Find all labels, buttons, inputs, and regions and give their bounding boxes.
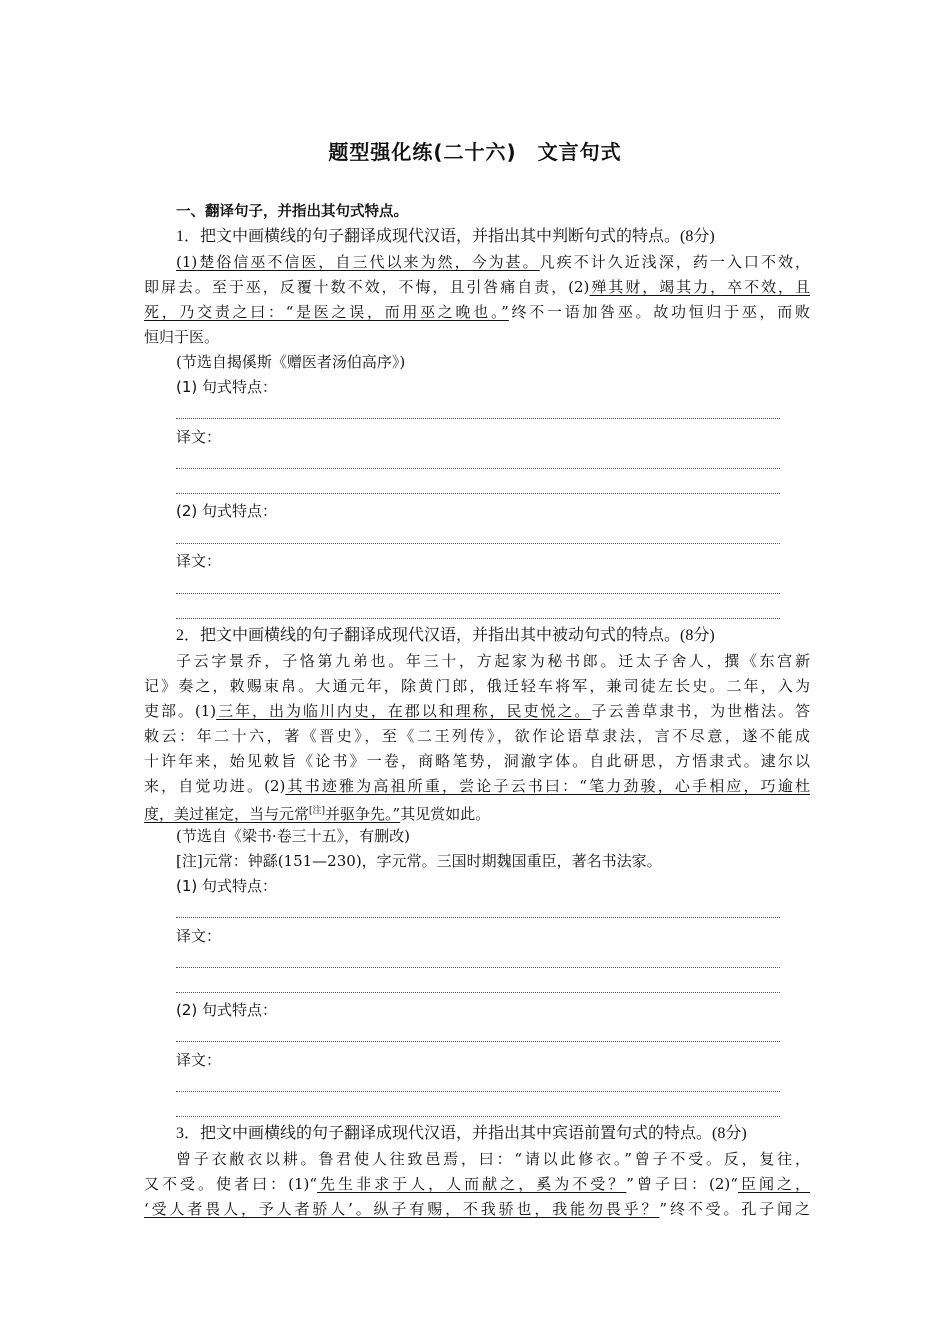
q3-underlined-sentence-2: 臣闻之， — [737, 1175, 810, 1193]
q1-passage-line: 死，乃交责之曰：“是医之误，而用巫之晚也。”终不一语加咎巫。故功恒归于巫，而败 — [144, 303, 810, 321]
q2-passage-line: 度，美过崔定，当与元常[注]并驱争先。”其见赏如此。 — [144, 805, 491, 823]
q2-answer-line[interactable] — [176, 992, 780, 993]
q1-feature1-label: (1) 句式特点： — [176, 378, 278, 396]
q2-underlined-sentence-1: 三年，出为临川内史，在郡以和理称，民吏悦之。 — [216, 702, 592, 720]
q2-answer-line[interactable] — [176, 1091, 780, 1092]
q2-passage-line: 记》奏之，敕赐束帛。大通元年，除黄门郎，俄迁轻车将军，兼司徒左长史。二年，入为 — [144, 677, 810, 695]
q2-answer-line[interactable] — [176, 1116, 780, 1117]
q1-answer-line[interactable] — [176, 493, 780, 494]
q1-passage-line: (1)楚俗信巫不信医，自三代以来为然，今为甚。凡疾不计久近浅深，药一入口不效， — [176, 253, 810, 271]
q3-underlined-sentence-1: 先生非求于人，人而献之，奚为不受？ — [317, 1175, 627, 1193]
q2-passage-line: 十许年来，始见敕旨《论书》一卷，商略笔势，洞澈字体。自此研思，方悟隶式。逮尔以 — [144, 752, 810, 770]
q2-translation1-label: 译文： — [176, 927, 222, 945]
q3-passage-line: 又不受。使者曰：(1)“先生非求于人，人而献之，奚为不受？”曾子曰：(2)“臣闻之， — [144, 1175, 810, 1193]
q1-translation1-label: 译文： — [176, 428, 222, 446]
q1-answer-line[interactable] — [176, 418, 780, 419]
q3-underlined-sentence-2-cont: ‘受人者畏人，予人者骄人’。纵子有赐，不我骄也，我能勿畏乎？ — [144, 1200, 660, 1218]
q2-passage-line: 吏部。(1)三年，出为临川内史，在郡以和理称，民吏悦之。子云善草隶书，为世楷法。答 — [144, 702, 810, 720]
q3-prompt: 3．把文中画横线的句子翻译成现代汉语，并指出其中宾语前置句式的特点。(8分) — [176, 1125, 747, 1142]
q2-passage-line: 子云字景乔，子恪第九弟也。年三十，方起家为秘书郎。迁太子舍人，撰《东宫新 — [176, 652, 810, 670]
q3-passage-line: 曾子衣敝衣以耕。鲁君使人往致邑焉，曰：“请以此修衣。”曾子不受。反，复往， — [176, 1150, 810, 1168]
q2-passage-line: 来，自觉功进。(2)其书迹雅为高祖所重，尝论子云书曰：“笔力劲骏，心手相应，巧逾杜 — [144, 777, 811, 795]
q3-passage-line: ‘受人者畏人，予人者骄人’。纵子有赐，不我骄也，我能勿畏乎？”终不受。孔子闻之 — [144, 1200, 810, 1218]
q1-passage-line: 恒归于医。 — [144, 328, 220, 346]
q1-underlined-sentence-1: (1)楚俗信巫不信医，自三代以来为然，今为甚。 — [176, 253, 540, 271]
q2-passage-line: 敕云：年二十六，著《晋史》，至《二王列传》，欲作论语草隶法，言不尽意，遂不能成 — [144, 727, 810, 745]
q2-answer-line[interactable] — [176, 967, 780, 968]
q2-feature2-label: (2) 句式特点： — [176, 1001, 278, 1019]
page-title: 题型强化练(二十六) 文言句式 — [328, 140, 622, 164]
q1-answer-line[interactable] — [176, 543, 780, 544]
q1-answer-line[interactable] — [176, 593, 780, 594]
q2-source: (节选自《梁书·卷三十五》，有删改) — [176, 827, 410, 845]
q1-answer-line[interactable] — [176, 468, 780, 469]
q2-underlined-sentence-2: 其书迹雅为高祖所重，尝论子云书曰：“笔力劲骏，心手相应，巧逾杜 — [285, 777, 811, 795]
section-heading: 一、翻译句子，并指出其句式特点。 — [176, 204, 408, 220]
note-marker: [注] — [309, 806, 326, 816]
q2-answer-line[interactable] — [176, 917, 780, 918]
q1-underlined-sentence-2: 殚其财，竭其力，卒不效，且 — [589, 278, 810, 296]
q2-note: [注]元常：钟繇(151—230)，字元常。三国时期魏国重臣，著名书法家。 — [176, 852, 662, 870]
q2-translation2-label: 译文： — [176, 1051, 222, 1069]
q2-feature1-label: (1) 句式特点： — [176, 877, 278, 895]
q2-prompt: 2．把文中画横线的句子翻译成现代汉语，并指出其中被动句式的特点。(8分) — [176, 627, 715, 644]
q1-source: (节选自揭傒斯《赠医者汤伯高序》) — [176, 353, 406, 371]
q1-underlined-sentence-2-cont: 死，乃交责之曰：“是医之误，而用巫之晚也。” — [144, 303, 509, 321]
q1-prompt: 1．把文中画横线的句子翻译成现代汉语，并指出其中判断句式的特点。(8分) — [176, 228, 715, 245]
q2-answer-line[interactable] — [176, 1041, 780, 1042]
q1-passage-line: 即屏去。至于巫，反覆十数不效，不悔，且引咎痛自责，(2)殚其财，竭其力，卒不效，且 — [144, 278, 810, 296]
q2-underlined-sentence-2-cont: 度，美过崔定，当与元常[注]并驱争先。” — [144, 805, 401, 823]
q1-answer-line[interactable] — [176, 618, 780, 619]
q1-feature2-label: (2) 句式特点： — [176, 502, 278, 520]
q1-translation2-label: 译文： — [176, 552, 222, 570]
